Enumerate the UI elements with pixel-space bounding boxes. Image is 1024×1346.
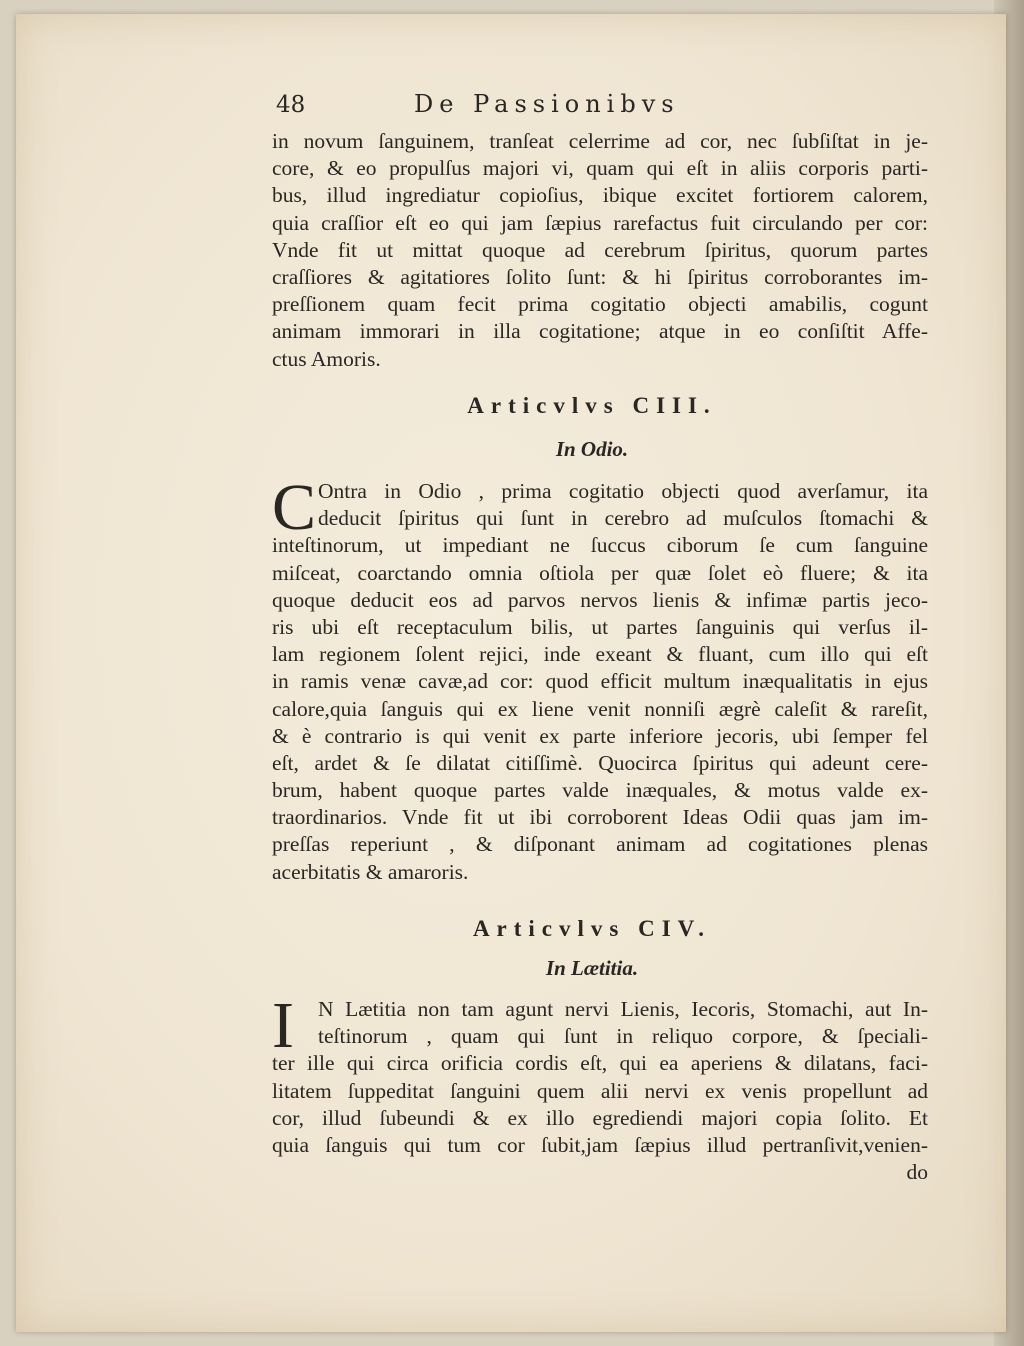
text-line: ctus Amoris.	[272, 346, 381, 371]
text-line: preſſas reperiunt , & diſponant animam ad cogitationes plenas	[272, 832, 928, 857]
text-line: acerbitatis & amaroris.	[272, 859, 469, 884]
text-line: cor, illud ſubeundi & ex illo egrediendi majori copia ſolito. Et	[272, 1105, 928, 1130]
article-heading: Articvlvs CIV.	[472, 916, 712, 941]
text-line: calore,quia ſanguis qui ex liene venit nonniſi ægrè caleſit & rareſit,	[272, 696, 928, 721]
text-line: inteſtinorum, ut impediant ne ſuccus ciborum ſe cum ſanguine	[272, 533, 928, 558]
book-page	[16, 14, 1006, 1332]
text-line: animam immorari in illa cogitatione; atque in eo conſiſtit Affe-	[272, 319, 928, 344]
text-line: Ontra in Odio , prima cogitatio objecti quod averſamur, ita	[318, 479, 928, 503]
text-line: N Lætitia non tam agunt nervi Lienis, Iecoris, Stomachi, aut In-	[318, 997, 928, 1021]
text-line: ris ubi eſt receptaculum bilis, ut partes ſanguinis qui verſus il-	[272, 614, 928, 639]
text-line: in ramis venæ cavæ,ad cor: quod efficit multum inæqualitatis in ejus	[272, 669, 928, 694]
text-line: core, & eo propulſus majori vi, quam qui eſt in aliis corporis parti-	[272, 156, 928, 181]
drop-cap: I	[272, 989, 294, 1062]
page-content	[256, 80, 928, 1185]
text-line: eſt, ardet & ſe dilatat citiſſimè. Quocirca ſpiritus qui adeunt cere-	[272, 750, 928, 775]
intro-paragraph	[272, 128, 928, 373]
article-heading: Articvlvs CIII.	[467, 393, 717, 418]
text-line: litatem ſuppeditat ſanguini quem alii nervi ex venis propellunt ad	[272, 1078, 928, 1103]
article-subheading: In Lætitia.	[545, 956, 639, 980]
text-line: preſſionem quam fecit prima cogitatio objecti amabilis, cogunt	[272, 292, 928, 317]
running-title: De Passionibvs	[414, 90, 680, 118]
catchword: do	[906, 1160, 928, 1185]
page-header	[256, 80, 928, 120]
text-line: Vnde fit ut mittat quoque ad cerebrum ſpiritus, quorum partes	[272, 237, 928, 262]
text-line: brum, habent quoque partes valde inæquales, & motus valde ex-	[272, 778, 928, 803]
text-line: ter ille qui circa orificia cordis eſt, qui ea aperiens & dilatans, faci-	[272, 1051, 928, 1076]
text-line: teſtinorum , quam qui ſunt in reliquo corpore, & ſpeciali-	[318, 1024, 928, 1049]
text-line: miſceat, coarctando omnia oſtiola per quæ ſolet eò fluere; & ita	[272, 560, 928, 585]
drop-cap: C	[272, 471, 317, 544]
page-number: 48	[276, 92, 306, 118]
text-line: lam regionem ſolent rejici, inde exeant & fluant, cum illo qui eſt	[272, 642, 928, 667]
text-line: bus, illud ingrediatur copioſius, ibique excitet fortiorem calorem,	[272, 183, 928, 208]
text-line: quia craſſior eſt eo qui jam ſæpius rarefactus fuit circulando per cor:	[272, 210, 928, 235]
text-line: & è contrario is qui venit ex parte inferiore jecoris, ubi ſemper fel	[272, 723, 928, 748]
text-line: quia ſanguis qui tum cor ſubit,jam ſæpius illud pertranſivit,venien-	[272, 1132, 928, 1157]
text-line: deducit ſpiritus qui ſunt in cerebro ad muſculos ſtomachi &	[318, 506, 928, 531]
text-line: in novum ſanguinem, tranſeat celerrime ad cor, nec ſubſiſtat in je-	[272, 129, 928, 153]
text-line: quoque deducit eos ad parvos nervos lienis & infimæ partis jeco-	[272, 587, 928, 612]
text-line: traordinarios. Vnde fit ut ibi corroborent Ideas Odii quas jam im-	[272, 805, 928, 830]
article-subheading: In Odio.	[555, 437, 629, 461]
text-line: craſſiores & agitatiores ſolito ſunt: & hi ſpiritus corroborantes im-	[272, 264, 928, 289]
